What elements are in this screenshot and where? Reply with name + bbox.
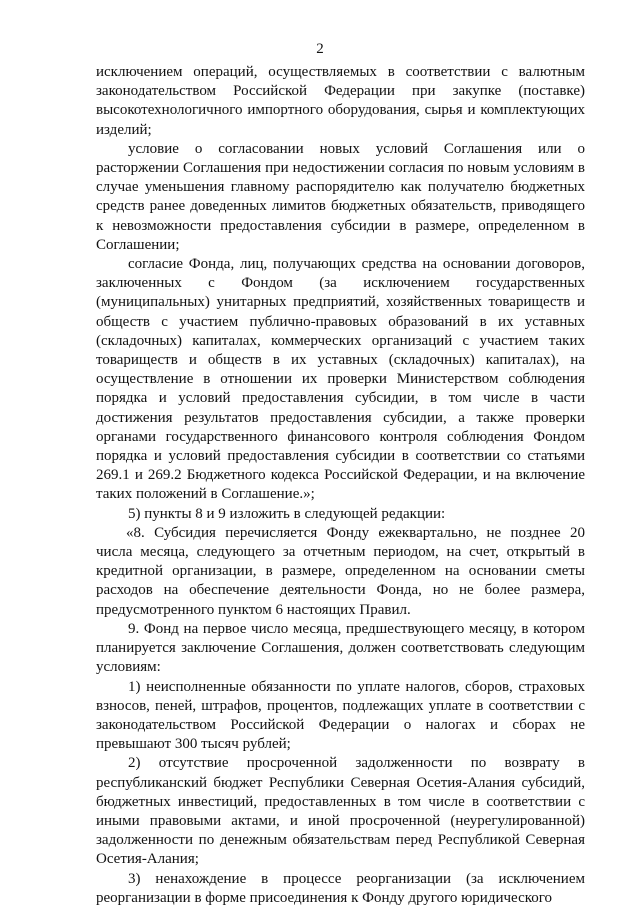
paragraph-condition-2: 2) отсутствие просроченной задолженности по возврату в республиканский бюджет Республики Северная Осетия-Алания субсидий, бюджетных инвестиций, предоставленных в том числе в соответствии с иными правовыми актами, и иной просроченной (неурегулированной) задолженности по денежным обязательствам перед Республикой Северная Осетия-Алания; [96,755,585,868]
paragraph-agreement-condition: условие о согласовании новых условий Соглашения или о расторжении Соглашения при недостижении согласия по новым условиям в случае уменьшения главному распорядителю как получателю бюджетных средств ранее доведенных лимитов бюджетных обязательств, приводящего к невозможности предоставления субсидии в размере, определенном в Соглашении; [96,140,585,253]
paragraph-fund-consent: согласие Фонда, лиц, получающих средства на основании договоров, заключенных с Фондом (за исключением государственных (муниципальных) унитарных предприятий, хозяйственных товариществ и обществ с участием публично-правовых образований в их уставных (складочных) капиталах, коммерческих организаций с участием таких товариществ и обществ в их уставных (складочных) капиталах), на осуществление в отношении их проверки Министерством соблюдения порядка и условий предоставления субсидии, в том числе в части достижения результатов предоставления субсидии, а также проверки органами государственного финансового контроля соблюдения Фондом порядка и условий предоставления субсидии в соответствии со статьями 269.1 и 269.2 Бюджетного кодекса Российской Федерации, и на включение таких положений в Соглашение.»; [96,256,585,503]
page-number: 2 [316,41,324,57]
paragraph-condition-1: 1) неисполненные обязанности по уплате налогов, сборов, страховых взносов, пеней, штрафов, процентов, подлежащих уплате в соответствии с законодательством Российской Федерации о налогах и сборах не превышают 300 тысяч рублей; [96,678,585,753]
paragraph-item-5: 5) пункты 8 и 9 изложить в следующей редакции: [128,505,446,522]
paragraph-continuation: исключением операций, осуществляемых в соответствии с валютным законодательством Российской Федерации при закупке (поставке) высокотехнологичного импортного оборудования, сырья и комплектующих изделий; [96,64,585,138]
paragraph-clause-9: 9. Фонд на первое число месяца, предшествующего месяцу, в котором планируется заключение Соглашения, должен соответствовать следующим условиям: [96,620,585,676]
paragraph-condition-3: 3) ненахождение в процессе реорганизации (за исключением реорганизации в форме присоединения к Фонду другого юридического [96,870,585,906]
document-body [96,63,585,908]
paragraph-clause-8: «8. Субсидия перечисляется Фонду ежеквартально, не позднее 20 числа месяца, следующего за отчетным периодом, на счет, открытый в кредитной организации, в размере, определенном на основании сметы расходов на обеспечение деятельности Фонда, но не более размера, предусмотренного пунктом 6 настоящих Правил. [96,524,585,618]
